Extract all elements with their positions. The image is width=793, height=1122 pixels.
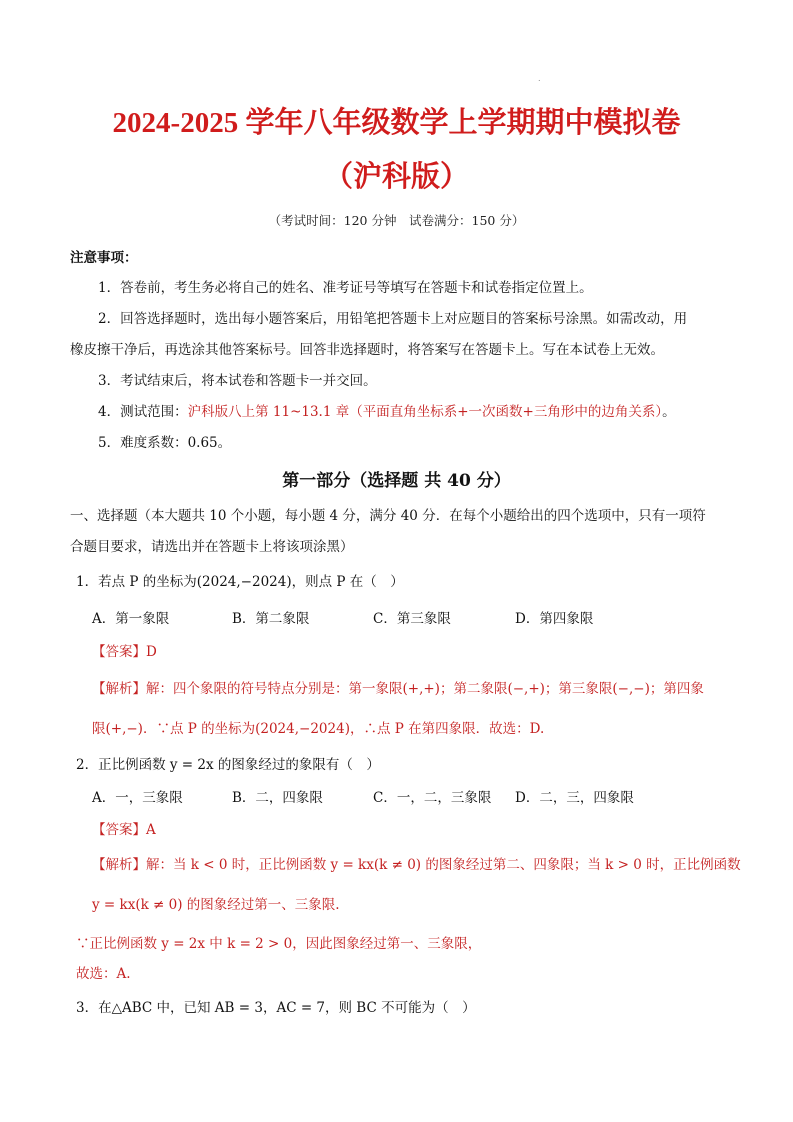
q1-option-c: C．第三象限	[373, 611, 451, 627]
q2-analysis-4: 故选：A.	[76, 966, 131, 982]
header-dot: .	[538, 74, 541, 83]
note-item-2: 2．回答选择题时，选出每小题答案后，用铅笔把答题卡上对应题目的答案标号涂黑。如需改动，用	[98, 311, 688, 327]
note-item-2-cont: 橡皮擦干净后，再选涂其他答案标号。回答非选择题时，将答案写在答题卡上。写在本试卷上无效。	[70, 342, 664, 358]
q1-answer: 【答案】D	[92, 644, 157, 660]
note-item-1: 1．答卷前，考生务必将自己的姓名、准考证号等填写在答题卡和试卷指定位置上。	[98, 280, 593, 296]
q2-analysis-2: y = kx(k ≠ 0) 的图象经过第一、三象限.	[92, 897, 340, 913]
exam-info: （考试时间：120 分钟 试卷满分：150 分）	[268, 213, 525, 228]
section-title: 第一部分（选择题 共 40 分）	[282, 471, 511, 491]
q2-answer: 【答案】A	[92, 822, 156, 838]
q1-analysis-2: 限(+,−)．∵点 P 的坐标为(2024,−2024)，∴点 P 在第四象限．故选：D.	[92, 721, 545, 737]
q1-analysis-1: 【解析】解：四个象限的符号特点分别是：第一象限(+,+)；第二象限(−,+)；第三象限(−,−)；第四象	[92, 681, 704, 697]
note-item-4-end: 。	[662, 404, 676, 420]
q1-option-a: A．第一象限	[92, 611, 170, 627]
test-scope: 沪科版八上第 11~13.1 章（平面直角坐标系+一次函数+三角形中的边角关系）	[187, 404, 663, 420]
q2-option-a: A．一，三象限	[92, 790, 183, 806]
note-item-4-label: 4．测试范围：	[98, 404, 188, 420]
q2-analysis-1: 【解析】解：当 k < 0 时，正比例函数 y = kx(k ≠ 0) 的图象经过第二、四象限；当 k > 0 时，正比例函数	[92, 857, 741, 873]
q1-option-d: D．第四象限	[515, 611, 594, 627]
notes-heading: 注意事项：	[70, 250, 138, 266]
section-intro-2: 合题目要求，请选出并在答题卡上将该项涂黑）	[70, 539, 354, 555]
page-title: 2024-2025 学年八年级数学上学期期中模拟卷	[112, 107, 681, 139]
question-3-stem: 3．在△ABC 中，已知 AB = 3，AC = 7，则 BC 不可能为（ ）	[76, 1000, 476, 1016]
q1-option-b: B．第二象限	[232, 611, 310, 627]
q2-analysis-3: ∵正比例函数 y = 2x 中 k = 2 > 0，因此图象经过第一、三象限，	[76, 936, 482, 952]
q2-option-d: D．二，三，四象限	[515, 790, 634, 806]
note-item-5: 5．难度系数：0.65。	[98, 435, 232, 451]
note-item-4	[98, 400, 676, 420]
q2-option-c: C．一，二，三象限	[373, 790, 492, 806]
question-1-stem: 1．若点 P 的坐标为(2024,−2024)，则点 P 在（ ）	[76, 574, 404, 590]
page-subtitle: （沪科版）	[323, 161, 469, 193]
question-2-stem: 2．正比例函数 y = 2x 的图象经过的象限有（ ）	[76, 757, 380, 773]
q2-option-b: B．二，四象限	[232, 790, 323, 806]
section-intro-1: 一、选择题（本大题共 10 个小题，每小题 4 分，满分 40 分．在每个小题给出的四个选项中，只有一项符	[70, 508, 706, 524]
note-item-3: 3．考试结束后，将本试卷和答题卡一并交回。	[98, 373, 377, 389]
